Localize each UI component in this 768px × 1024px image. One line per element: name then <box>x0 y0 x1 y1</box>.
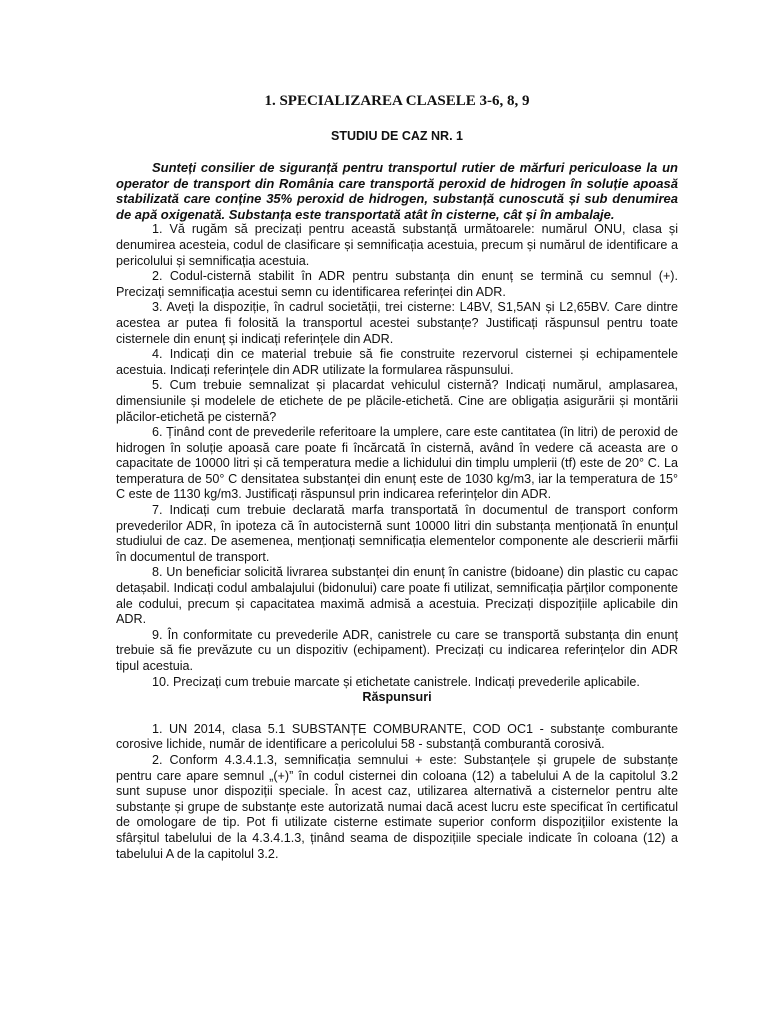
case-intro: Sunteți consilier de siguranță pentru transportul rutier de mărfuri periculoase la un operator de transport din România care transportă peroxid de hidrogen în soluție apoasă stabilizată care conține 35% peroxid de hidrogen, substanță cunoscută și sub denumirea de apă oxigenată. Substanța este transportată atât în cisterne, cât și în ambalaje. <box>116 160 678 222</box>
question-10: 10. Precizați cum trebuie marcate și etichetate canistrele. Indicați prevederile aplicabile. <box>152 674 640 689</box>
answer-2: 2. Conform 4.3.4.1.3, semnificația semnului + este: Substanțele și grupele de substanțe pentru care apare semnul „(+)” în codul cisternei din coloana (12) a tabelului A de la capitolul 3.2 sunt supuse unor dispoziții speciale. În acest caz, utilizarea alternativă a cisternelor pentru alte substanțe și grupe de substanțe este autorizată numai dacă acest lucru este specificat în certificatul de omologare de tip. Pot fi utilizate cisterne estimate superior conform dispozițiilor existente la sfârșitul tabelului de la 4.3.4.1.3, ținând seama de dispozițiile speciale indicate în coloana (12) a tabelului A de la capitolul 3.2. <box>116 752 678 861</box>
question-9: 9. În conformitate cu prevederile ADR, canistrele cu care se transportă substanța din enunț trebuie să fie prevăzute cu un dispozitiv (echipament). Precizați cu indicarea referințelor din ADR tipul acestuia. <box>116 627 678 673</box>
answer-1: 1. UN 2014, clasa 5.1 SUBSTANȚE COMBURANTE, COD OC1 - substanțe comburante corosive lichide, număr de identificare a pericolului 58 - substanță comburantă corosivă. <box>116 721 678 752</box>
question-2: 2. Codul-cisternă stabilit în ADR pentru substanța din enunț se termină cu semnul (+). Precizați semnificația acestui semn cu identificarea referinței din ADR. <box>116 269 678 299</box>
answers-heading: Răspunsuri <box>362 690 432 705</box>
question-6: 6. Ținând cont de prevederile referitoare la umplere, care este cantitatea (în litri) de peroxid de hidrogen în soluție apoasă care poate fi încărcată în cisternă, având în vedere că aceasta are o capacitate de 10000 litri și că temperatura medie a lichidului din timplu umplerii (tf) este de 20° C. La temperatura de 50° C densitatea substanței din enunț este de 1030 kg/m3, iar la temperatura de 15° C este de 1130 kg/m3. Justificați răspunsul prin indicarea referințelor din ADR. <box>116 425 678 502</box>
document-page <box>116 92 678 862</box>
question-3: 3. Aveți la dispoziție, în cadrul societății, trei cisterne: L4BV, S1,5AN și L2,65BV. Care dintre acestea ar putea fi folosită la transportul acestei substanțe? Justificați răspunsul pentru toate cisternele din enunț și indicați referințele din ADR. <box>116 300 678 346</box>
question-7: 7. Indicați cum trebuie declarată marfa transportată în documentul de transport conform prevederilor ADR, în ipoteza că în autocisternă sunt 10000 litri din substanța menționată în enunțul studiului de caz. De asemenea, menționați semnificația elementelor componente ale descrierii mărfii în documentul de transport. <box>116 503 678 564</box>
question-5: 5. Cum trebuie semnalizat și placardat vehiculul cisternă? Indicați numărul, amplasarea, dimensiunile și modelele de etichete de pe plăcile-etichetă. Cine are obligația asigurării și montării plăcilor-etichetă pe cisternă? <box>116 378 678 424</box>
question-8: 8. Un beneficiar solicită livrarea substanței din enunț în canistre (bidoane) din plastic cu capac detașabil. Indicați codul ambalajului (bidonului) care poate fi utilizat, semnificația părților componente ale codului, precum și capacitatea maximă admisă a acestuia. Precizați dispozițiile aplicabile din ADR. <box>116 565 678 627</box>
page-title: 1. SPECIALIZAREA CLASELE 3-6, 8, 9 <box>264 93 530 109</box>
case-study-title: STUDIU DE CAZ NR. 1 <box>331 129 463 143</box>
question-4: 4. Indicați din ce material trebuie să fie construite rezervorul cisternei și echipamentele acestuia. Indicați referințele din ADR utilizate la formularea răspunsului. <box>116 347 678 377</box>
question-1: 1. Vă rugăm să precizați pentru această substanță următoarele: numărul ONU, clasa și denumirea acesteia, codul de clasificare și semnificația acestuia, precum și numărul de identificare a pericolului și semnificația acestuia. <box>116 222 678 268</box>
